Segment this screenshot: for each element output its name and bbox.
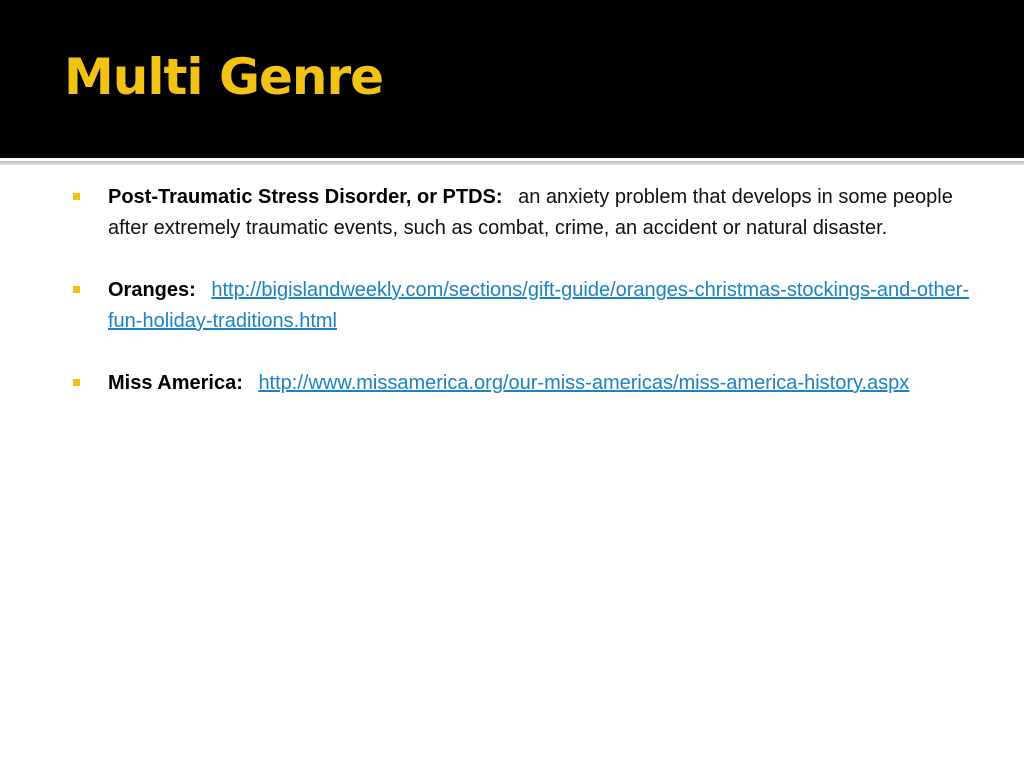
square-bullet-icon (73, 286, 80, 293)
bullet-miss-america (70, 368, 970, 399)
slide-body (70, 182, 970, 430)
oranges-link[interactable]: http://bigislandweekly.com/sections/gift-guide/oranges-christmas-stockings-and-other-fun-holiday-traditions.html (108, 279, 970, 332)
bullet-term: Post-Traumatic Stress Disorder, or PTDS: (108, 186, 503, 208)
square-bullet-icon (73, 193, 80, 200)
bullet-text: an anxiety problem that develops in some people after extremely traumatic events, such as combat, crime, an accident or natural disaster. (108, 186, 953, 239)
bullet-term: Oranges: (108, 279, 196, 301)
slide-title: Multi Genre (64, 48, 384, 106)
square-bullet-icon (73, 379, 80, 386)
title-divider (0, 161, 1024, 165)
miss-america-link[interactable]: http://www.missamerica.org/our-miss-americas/miss-america-history.aspx (258, 372, 910, 394)
bullet-oranges (70, 275, 970, 337)
title-bar (0, 0, 1024, 158)
bullet-ptsd (70, 182, 970, 244)
bullet-list (70, 182, 970, 399)
bullet-term: Miss America: (108, 372, 243, 394)
